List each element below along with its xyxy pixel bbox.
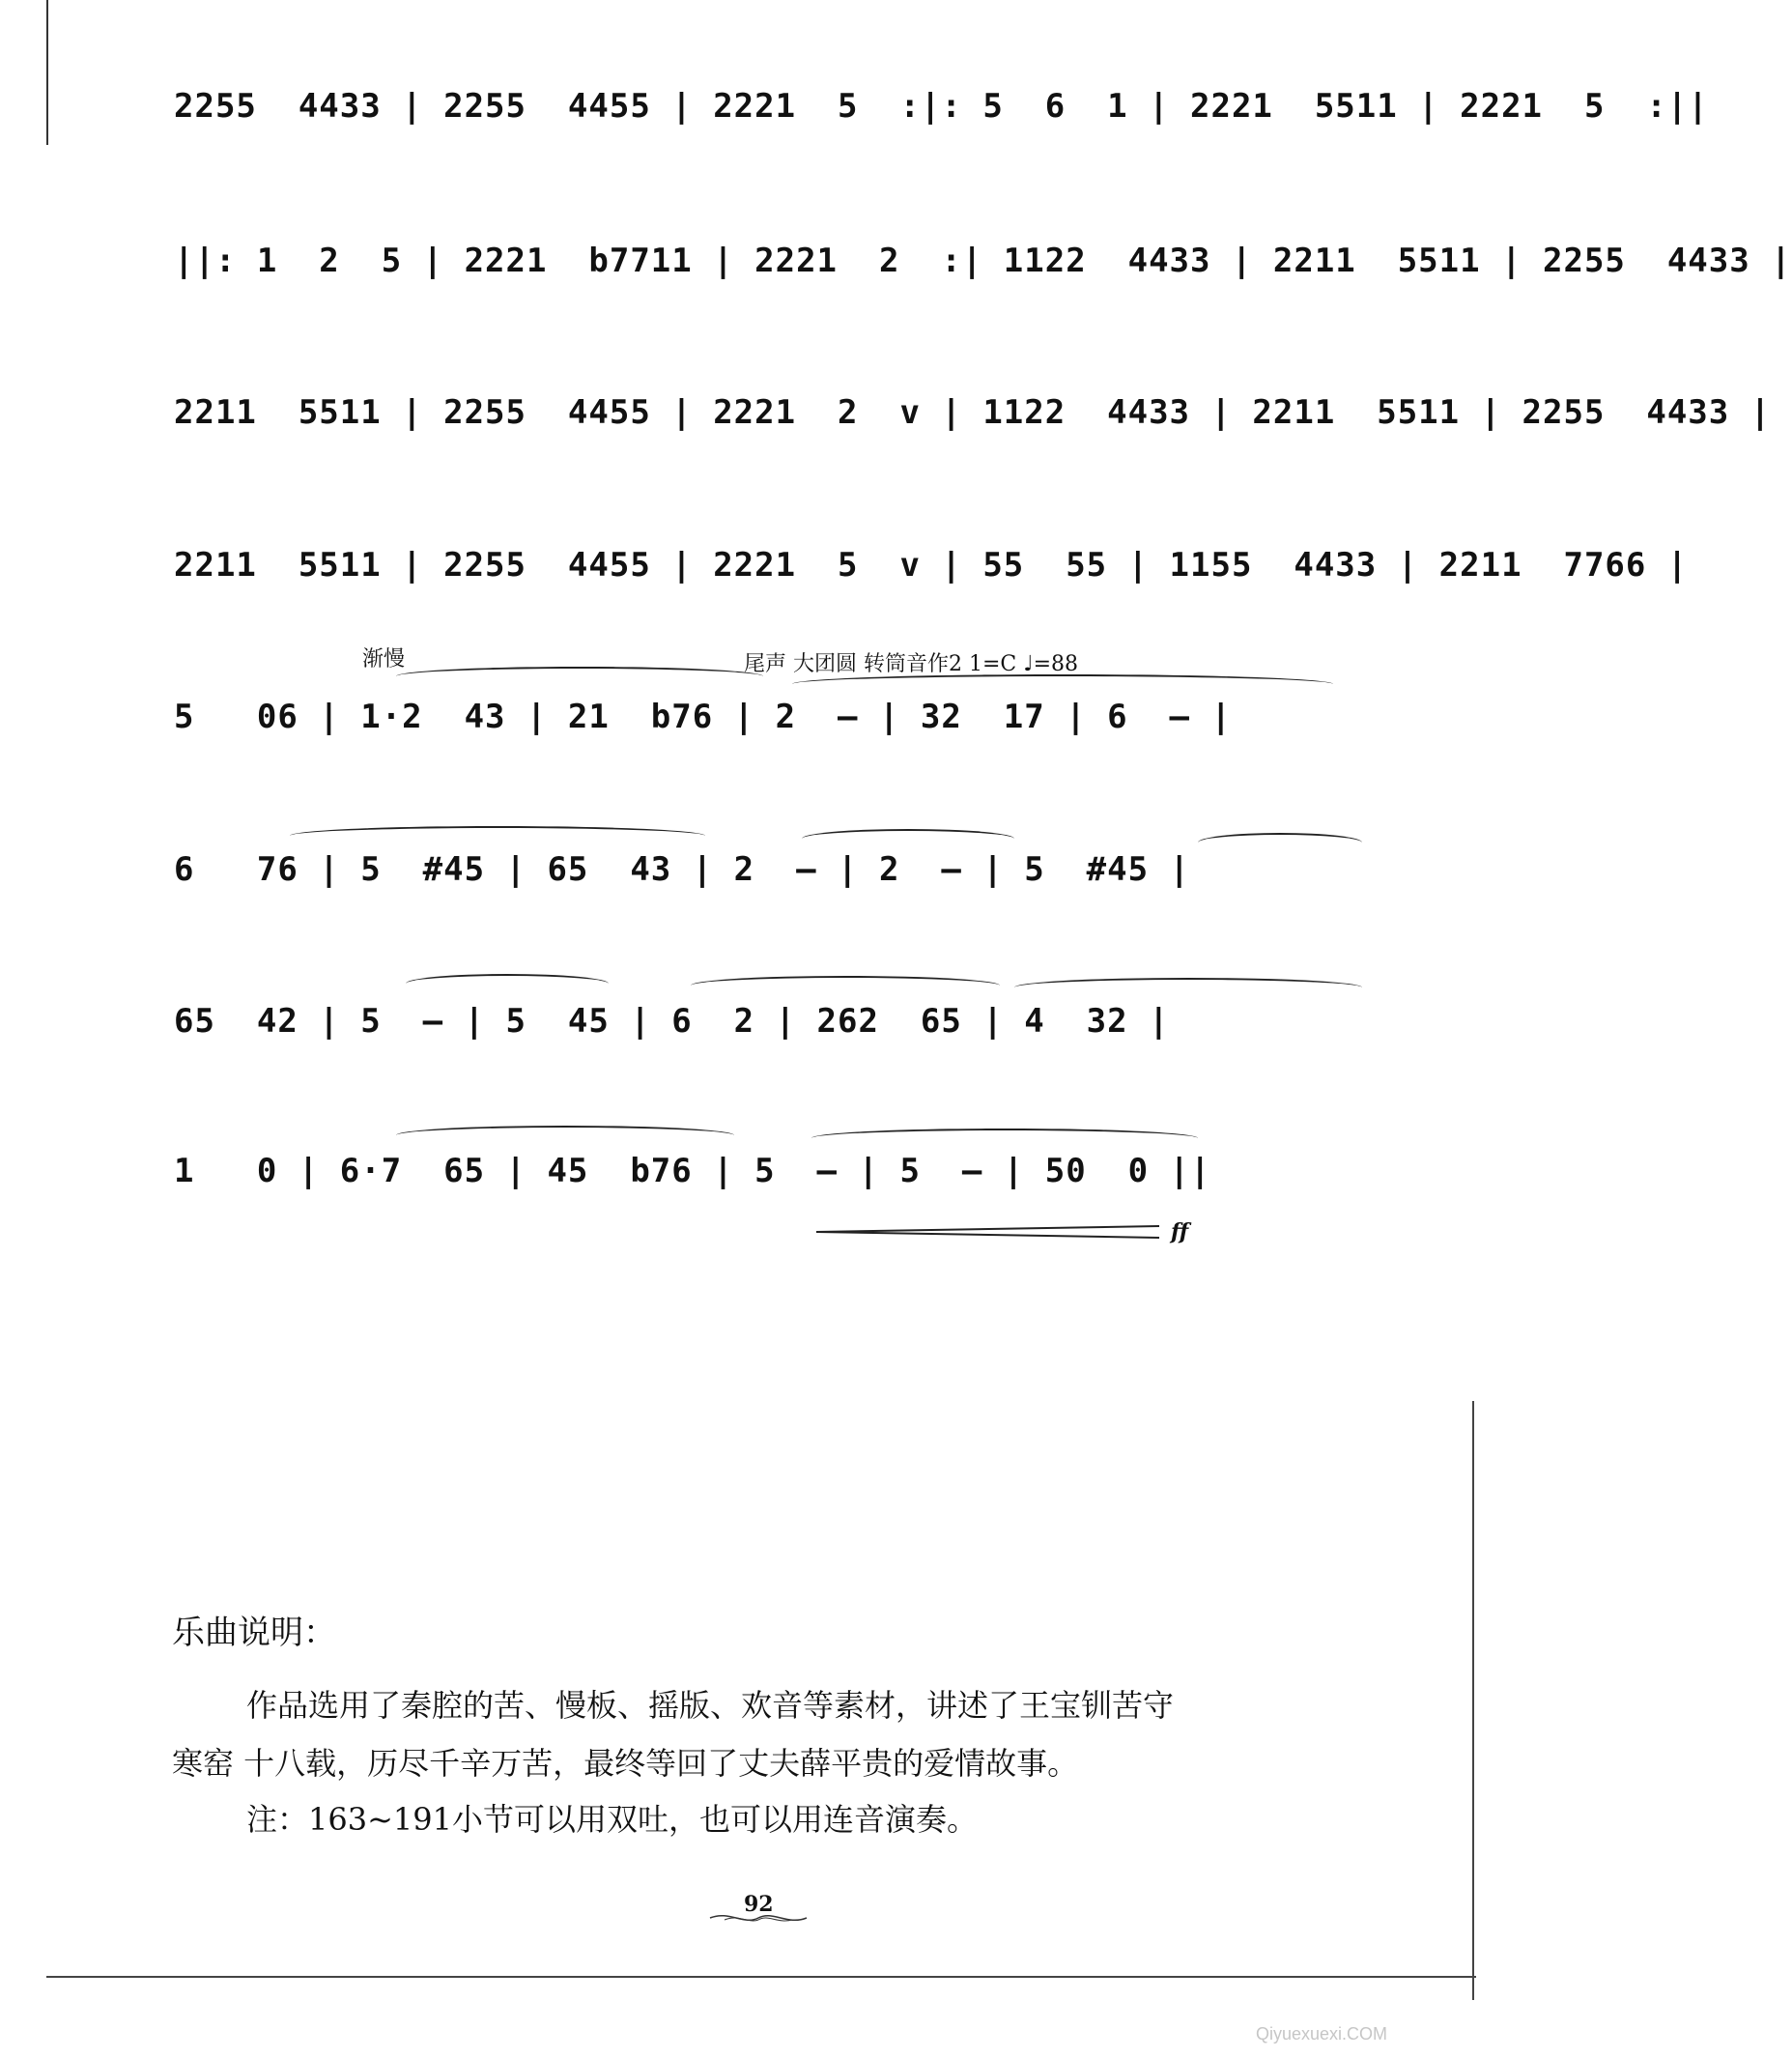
watermark: Qiyuexuexi.COM bbox=[1256, 2024, 1388, 2044]
slur bbox=[406, 974, 609, 993]
score-line-5 bbox=[174, 688, 1372, 765]
score-line-1 bbox=[174, 77, 1709, 155]
score-line-8 bbox=[174, 1142, 1372, 1219]
slur bbox=[396, 667, 763, 686]
notation-line-2: ||: 1 2 5 | 2221 b7711 | 2221 2 :| 1122 4433 | 2211 5511 | 2255 4433 | bbox=[174, 242, 1792, 280]
description-title: 乐曲说明： bbox=[172, 1614, 336, 1652]
notation-line-8: 1 0 | 6·7 65 | 45 b76 | 5 — | 5 — | 50 0 || bbox=[174, 1152, 1211, 1190]
score-line-4 bbox=[174, 536, 1689, 614]
score-line-3 bbox=[174, 384, 1772, 461]
crescendo-hairpin bbox=[816, 1225, 1159, 1239]
score-line-6 bbox=[174, 841, 1372, 918]
bottom-margin-rule bbox=[46, 1976, 1476, 1978]
description-line-1: 作品选用了秦腔的苦、慢板、摇版、欢音等素材，讲述了王宝钏苦守 bbox=[246, 1687, 1175, 1724]
dynamic-fortissimo: ff bbox=[1171, 1219, 1189, 1244]
notation-line-7: 65 42 | 5 — | 5 45 | 6 2 | 262 65 | 4 32 | bbox=[174, 1002, 1170, 1041]
section-marking: 尾声 大团圆 转筒音作2 1=C ♩=88 bbox=[744, 652, 1079, 676]
right-margin-rule bbox=[1472, 1401, 1474, 2000]
left-margin-rule bbox=[46, 0, 48, 145]
notation-line-5: 5 06 | 1·2 43 | 21 b76 | 2 — | 32 17 | 6 — | bbox=[174, 698, 1232, 736]
score-line-7 bbox=[174, 992, 1372, 1070]
notation-line-1: 2255 4433 | 2255 4455 | 2221 5 :|: 5 6 1 | 2221 5511 | 2221 5 :|| bbox=[174, 87, 1709, 126]
page-ornament bbox=[705, 1908, 811, 1928]
notation-line-6: 6 76 | 5 #45 | 65 43 | 2 — | 2 — | 5 #45 | bbox=[174, 850, 1191, 889]
notation-line-4: 2211 5511 | 2255 4455 | 2221 5 v | 55 55 | 1155 4433 | 2211 7766 | bbox=[174, 546, 1689, 585]
page-number: 92 bbox=[744, 1892, 774, 1917]
tempo-marking: 渐慢 bbox=[362, 647, 406, 672]
score-line-2 bbox=[174, 232, 1792, 309]
description-line-2: 寒窑 十八载，历尽千辛万苦，最终等回了丈夫薛平贵的爱情故事。 bbox=[172, 1745, 1079, 1782]
description-note: 注：163~191小节可以用双吐，也可以用连音演奏。 bbox=[246, 1801, 978, 1838]
notation-line-3: 2211 5511 | 2255 4455 | 2221 2 v | 1122 4433 | 2211 5511 | 2255 4433 | bbox=[174, 393, 1772, 432]
